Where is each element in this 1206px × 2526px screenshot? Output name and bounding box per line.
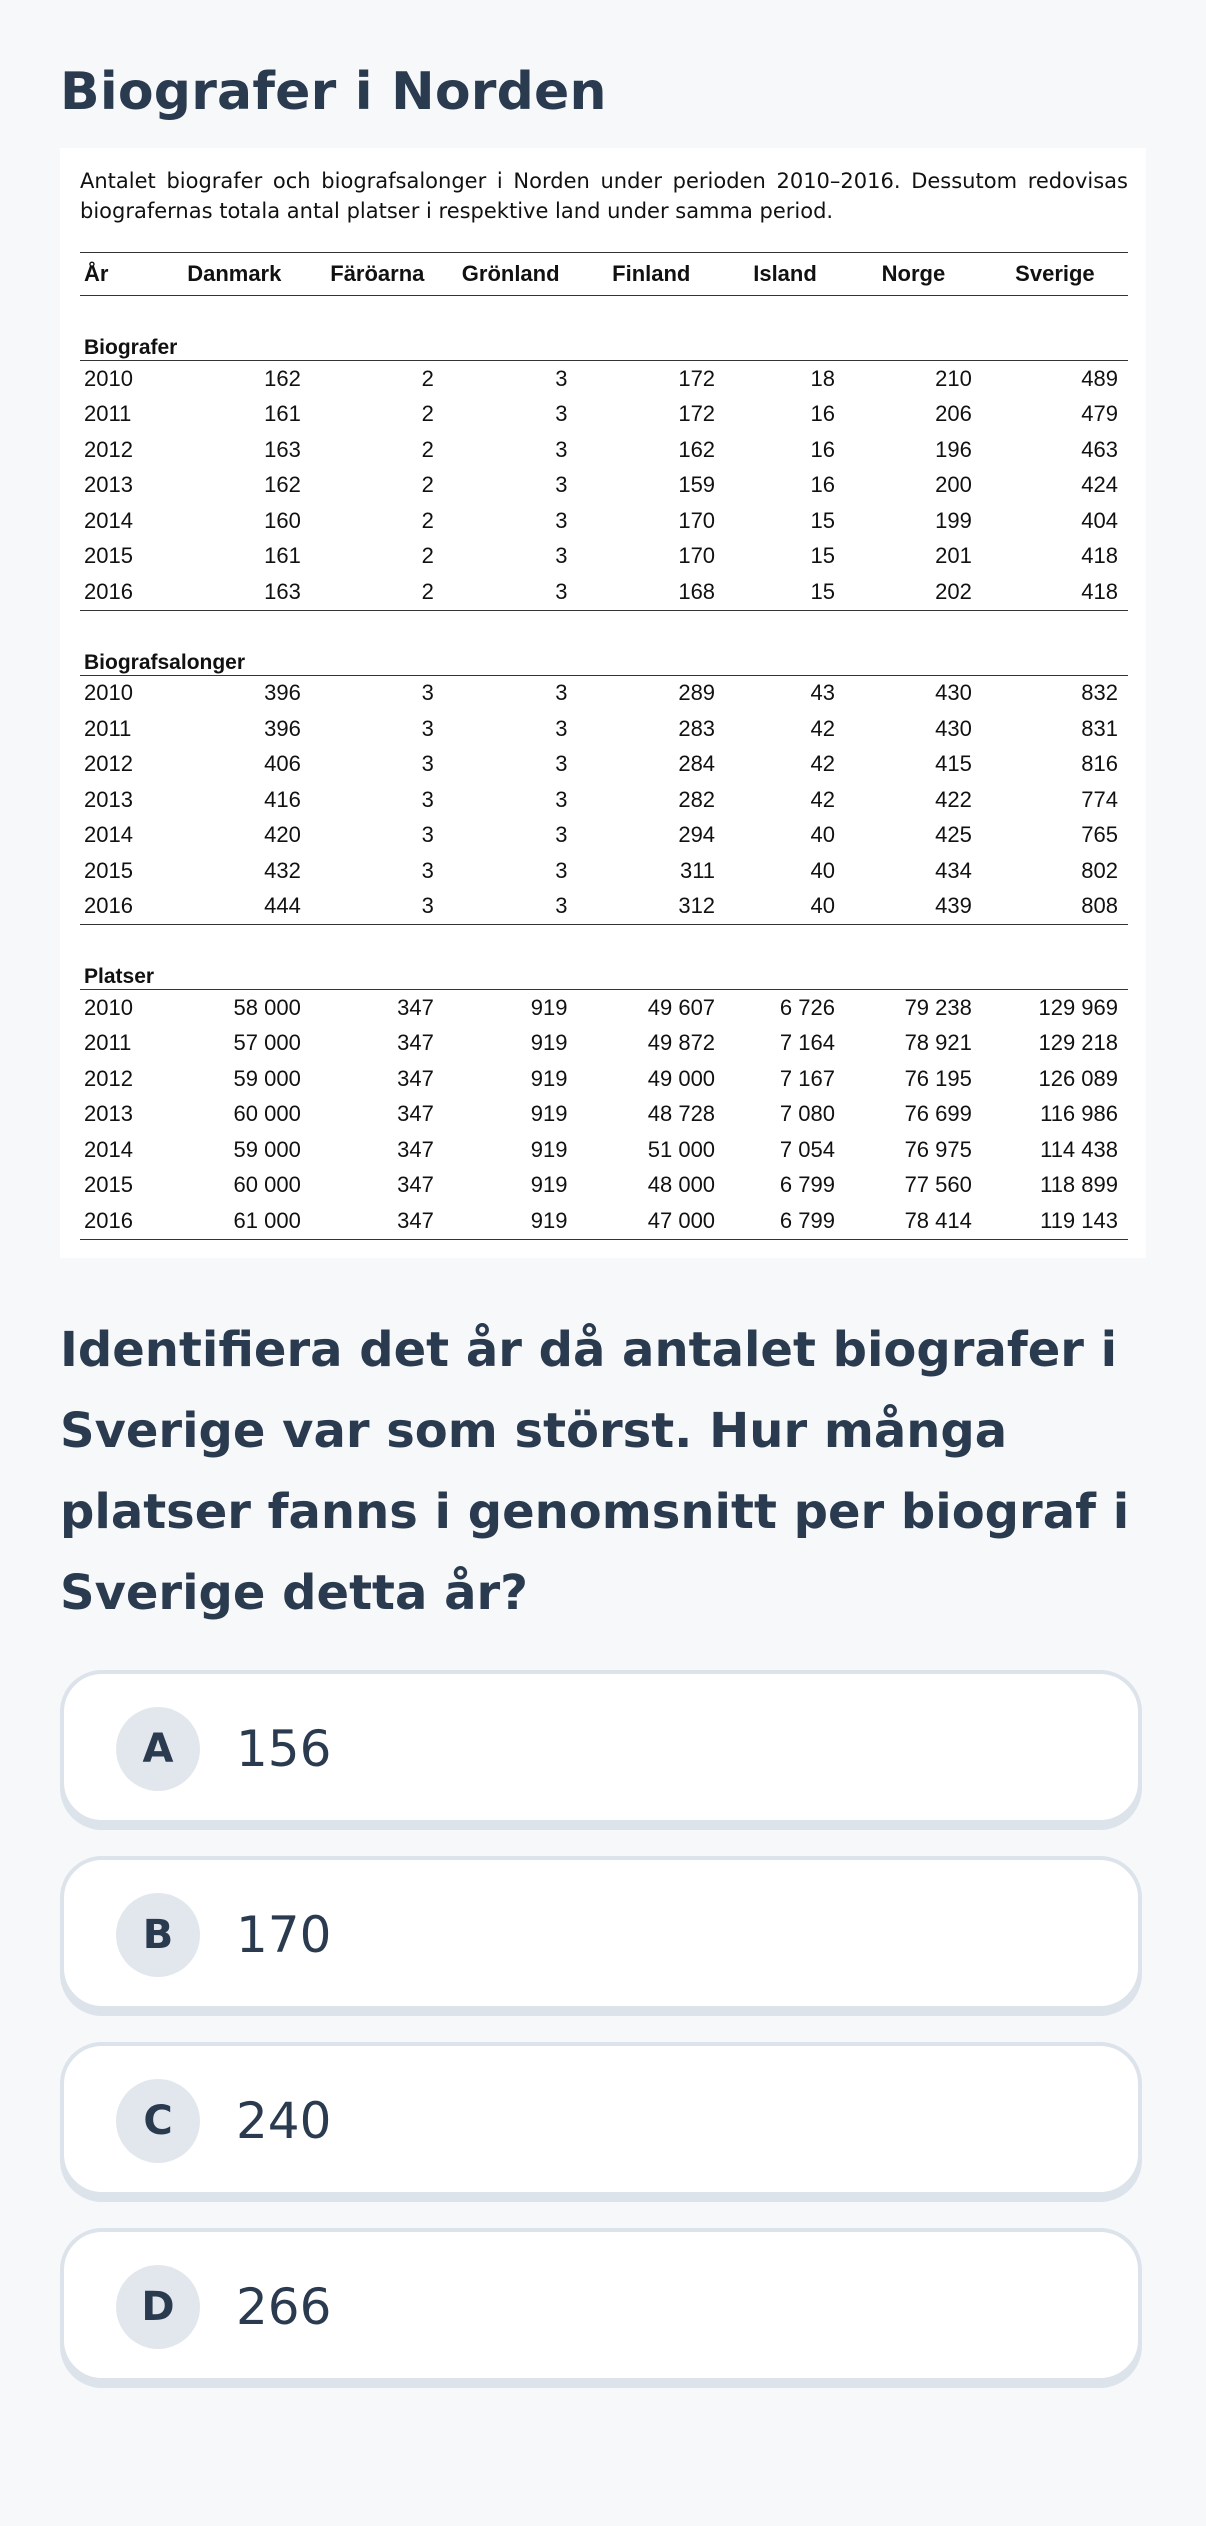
year-cell: 2014	[84, 1136, 133, 1162]
value-cell: 444	[168, 889, 311, 925]
year-cell: 2015	[84, 543, 133, 569]
value-cell: 289	[678, 680, 716, 706]
value-cell: 3	[421, 751, 434, 777]
value-cell: 59 000	[233, 1065, 301, 1091]
value-cell: 129 969	[1038, 994, 1118, 1020]
value-cell: 765	[1081, 822, 1118, 848]
value-cell: 3	[555, 365, 568, 391]
value-cell: 3	[421, 715, 434, 741]
value-cell: 312	[577, 889, 725, 925]
table-row	[80, 1168, 1128, 1204]
value-cell: 422	[935, 786, 972, 812]
value-cell: 430	[935, 680, 972, 706]
value-cell: 78 921	[904, 1030, 972, 1056]
value-cell: 347	[397, 1172, 434, 1198]
value-cell: 18	[810, 365, 835, 391]
value-cell: 919	[530, 1030, 568, 1056]
value-cell: 47 000	[577, 1203, 725, 1239]
value-cell: 196	[935, 436, 972, 462]
value-cell: 200	[935, 472, 972, 498]
year-cell: 2016	[80, 1203, 168, 1239]
value-cell: 3	[421, 786, 434, 812]
value-cell: 919	[530, 1136, 568, 1162]
value-cell: 114 438	[1040, 1136, 1118, 1162]
value-cell: 61 000	[168, 1203, 311, 1239]
value-cell: 282	[678, 786, 716, 812]
value-cell: 919	[530, 1065, 568, 1091]
value-cell: 42	[810, 786, 835, 812]
year-cell: 2015	[84, 857, 133, 883]
value-cell: 76 699	[904, 1101, 972, 1127]
column-header: År	[80, 253, 168, 296]
value-cell: 2	[421, 436, 434, 462]
value-cell: 6 799	[725, 1203, 845, 1239]
value-cell: 15	[810, 507, 835, 533]
value-cell: 489	[1081, 365, 1118, 391]
value-cell: 479	[1081, 401, 1118, 427]
value-cell: 3	[555, 822, 568, 848]
year-cell: 2016	[80, 574, 168, 610]
table-row	[80, 1203, 1128, 1239]
value-cell: 60 000	[233, 1172, 301, 1198]
value-cell: 2	[421, 365, 434, 391]
table-row	[80, 711, 1128, 747]
column-header: Island	[725, 253, 845, 296]
value-cell: 430	[935, 715, 972, 741]
value-cell: 3	[555, 857, 568, 883]
section-header-row	[80, 324, 1128, 361]
value-cell: 3	[555, 751, 568, 777]
table-row	[80, 432, 1128, 468]
data-table	[80, 252, 1128, 1240]
value-cell: 3	[555, 507, 568, 533]
value-cell: 463	[1081, 436, 1118, 462]
value-cell: 79 238	[904, 994, 972, 1020]
value-cell: 76 195	[904, 1065, 972, 1091]
value-cell: 2	[421, 543, 434, 569]
year-cell: 2013	[84, 786, 133, 812]
year-cell: 2011	[84, 715, 132, 741]
value-cell: 49 607	[647, 994, 716, 1020]
value-cell: 78 414	[845, 1203, 982, 1239]
section-spacer	[80, 296, 1128, 325]
value-cell: 283	[678, 715, 716, 741]
value-cell: 16	[810, 436, 835, 462]
value-cell: 160	[264, 507, 301, 533]
table-row	[80, 889, 1128, 925]
value-cell: 129 218	[1038, 1030, 1118, 1056]
option-letter: A	[116, 1707, 200, 1791]
value-cell: 774	[1081, 786, 1118, 812]
value-cell: 432	[264, 857, 301, 883]
option-letter: C	[116, 2079, 200, 2163]
value-cell: 347	[397, 1136, 434, 1162]
section-header-row	[80, 953, 1128, 990]
year-cell: 2010	[84, 365, 133, 391]
value-cell: 58 000	[233, 994, 301, 1020]
value-cell: 3	[555, 472, 568, 498]
value-cell: 831	[1081, 715, 1118, 741]
value-cell: 425	[935, 822, 972, 848]
value-cell: 168	[577, 574, 725, 610]
table-row	[80, 1026, 1128, 1062]
value-cell: 311	[679, 857, 716, 883]
value-cell: 48 728	[647, 1101, 716, 1127]
column-header: Danmark	[168, 253, 311, 296]
year-cell: 2010	[84, 680, 133, 706]
value-cell: 162	[264, 365, 301, 391]
table-row	[80, 503, 1128, 539]
table-row	[80, 1061, 1128, 1097]
option-letter: D	[116, 2265, 200, 2349]
value-cell: 159	[678, 472, 716, 498]
value-cell: 347	[311, 1203, 444, 1239]
value-cell: 416	[264, 786, 301, 812]
value-cell: 284	[678, 751, 716, 777]
value-cell: 420	[264, 822, 301, 848]
value-cell: 347	[397, 1030, 434, 1056]
value-cell: 3	[555, 786, 568, 812]
year-cell: 2011	[84, 401, 132, 427]
value-cell: 49 872	[647, 1030, 716, 1056]
value-cell: 161	[264, 401, 301, 427]
year-cell: 2014	[84, 822, 133, 848]
value-cell: 3	[311, 889, 444, 925]
value-cell: 919	[530, 1101, 568, 1127]
year-cell: 2012	[84, 751, 133, 777]
section-label: Biografer	[80, 324, 1128, 361]
value-cell: 415	[935, 751, 972, 777]
year-cell: 2011	[84, 1030, 132, 1056]
table-row	[80, 397, 1128, 433]
table-row	[80, 1097, 1128, 1133]
option-b[interactable]	[60, 1856, 1142, 2010]
value-cell: 40	[725, 889, 845, 925]
option-c[interactable]	[60, 2042, 1142, 2196]
value-cell: 201	[935, 543, 972, 569]
value-cell: 202	[845, 574, 982, 610]
value-cell: 404	[1081, 507, 1118, 533]
value-cell: 3	[421, 822, 434, 848]
value-cell: 808	[982, 889, 1128, 925]
year-cell: 2015	[84, 1172, 133, 1198]
value-cell: 15	[810, 543, 835, 569]
year-cell: 2014	[84, 507, 133, 533]
column-header: Sverige	[982, 253, 1128, 296]
value-cell: 919	[444, 1203, 578, 1239]
value-cell: 42	[810, 751, 835, 777]
value-cell: 816	[1081, 751, 1118, 777]
value-cell: 59 000	[233, 1136, 301, 1162]
section-label: Platser	[80, 953, 1128, 990]
value-cell: 48 000	[647, 1172, 716, 1198]
table-row	[80, 361, 1128, 397]
option-text: 156	[236, 1720, 332, 1778]
year-cell: 2010	[84, 994, 133, 1020]
table-row	[80, 747, 1128, 783]
value-cell: 170	[678, 507, 716, 533]
value-cell: 170	[678, 543, 716, 569]
value-cell: 3	[421, 857, 434, 883]
table-row	[80, 574, 1128, 610]
option-text: 170	[236, 1906, 332, 1964]
value-cell: 7 167	[779, 1065, 835, 1091]
value-cell: 118 899	[1040, 1172, 1118, 1198]
value-cell: 434	[935, 857, 972, 883]
option-text: 240	[236, 2092, 332, 2150]
value-cell: 16	[810, 401, 835, 427]
value-cell: 3	[555, 715, 568, 741]
value-cell: 6 799	[779, 1172, 835, 1198]
value-cell: 3	[421, 680, 434, 706]
value-cell: 119 143	[982, 1203, 1128, 1239]
year-cell: 2013	[84, 1101, 133, 1127]
option-a[interactable]	[60, 1670, 1142, 1824]
value-cell: 347	[397, 1065, 434, 1091]
value-cell: 57 000	[233, 1030, 301, 1056]
value-cell: 406	[264, 751, 301, 777]
value-cell: 16	[810, 472, 835, 498]
value-cell: 77 560	[904, 1172, 972, 1198]
value-cell: 40	[810, 857, 835, 883]
value-cell: 832	[1081, 680, 1118, 706]
value-cell: 199	[935, 507, 972, 533]
value-cell: 3	[444, 889, 578, 925]
page-title: Biografer i Norden	[60, 62, 607, 122]
value-cell: 294	[678, 822, 716, 848]
value-cell: 210	[935, 365, 972, 391]
value-cell: 6 726	[779, 994, 835, 1020]
table-header-row	[80, 253, 1128, 296]
value-cell: 42	[810, 715, 835, 741]
value-cell: 418	[1081, 543, 1118, 569]
value-cell: 60 000	[233, 1101, 301, 1127]
value-cell: 2	[311, 574, 444, 610]
table-row	[80, 853, 1128, 889]
value-cell: 76 975	[904, 1136, 972, 1162]
table-row	[80, 782, 1128, 818]
value-cell: 2	[421, 472, 434, 498]
value-cell: 7 164	[779, 1030, 835, 1056]
option-letter: B	[116, 1893, 200, 1977]
section-spacer	[80, 610, 1128, 639]
value-cell: 163	[264, 436, 301, 462]
value-cell: 2	[421, 507, 434, 533]
value-cell: 161	[264, 543, 301, 569]
value-cell: 206	[935, 401, 972, 427]
year-cell: 2012	[84, 436, 133, 462]
option-d[interactable]	[60, 2228, 1142, 2382]
value-cell: 396	[264, 680, 301, 706]
value-cell: 49 000	[647, 1065, 716, 1091]
table-row	[80, 539, 1128, 575]
section-header-row	[80, 639, 1128, 676]
value-cell: 2	[421, 401, 434, 427]
value-cell: 7 080	[779, 1101, 835, 1127]
table-row	[80, 675, 1128, 711]
value-cell: 162	[678, 436, 716, 462]
value-cell: 3	[555, 436, 568, 462]
column-header: Grönland	[444, 253, 578, 296]
value-cell: 3	[555, 680, 568, 706]
value-cell: 3	[555, 543, 568, 569]
value-cell: 163	[168, 574, 311, 610]
value-cell: 439	[845, 889, 982, 925]
value-cell: 40	[810, 822, 835, 848]
table-row	[80, 990, 1128, 1026]
value-cell: 126 089	[1038, 1065, 1118, 1091]
table-caption: Antalet biografer och biografsalonger i Norden under perioden 2010–2016. Dessutom redovisas biografernas totala antal platser i respektive land under samma period.	[80, 169, 1128, 223]
value-cell: 15	[725, 574, 845, 610]
value-cell: 7 054	[779, 1136, 835, 1162]
value-cell: 919	[530, 994, 568, 1020]
column-header: Finland	[577, 253, 725, 296]
year-cell: 2012	[84, 1065, 133, 1091]
section-label: Biografsalonger	[80, 639, 1128, 676]
value-cell: 919	[530, 1172, 568, 1198]
value-cell: 396	[264, 715, 301, 741]
value-cell: 172	[678, 365, 716, 391]
question-text: Identifiera det år då antalet biografer i Sverige var som störst. Hur många platser fanns i genomsnitt per biograf i Sverige detta år?	[60, 1322, 1130, 1621]
column-header: Färöarna	[311, 253, 444, 296]
value-cell: 116 986	[1040, 1101, 1118, 1127]
value-cell: 162	[264, 472, 301, 498]
value-cell: 418	[982, 574, 1128, 610]
value-cell: 172	[678, 401, 716, 427]
table-row	[80, 1132, 1128, 1168]
column-header: Norge	[845, 253, 982, 296]
section-spacer	[80, 925, 1128, 954]
value-cell: 347	[397, 1101, 434, 1127]
value-cell: 802	[1081, 857, 1118, 883]
value-cell: 51 000	[647, 1136, 716, 1162]
year-cell: 2013	[84, 472, 133, 498]
table-image	[60, 148, 1146, 1258]
table-row	[80, 818, 1128, 854]
value-cell: 3	[555, 401, 568, 427]
option-text: 266	[236, 2278, 332, 2336]
value-cell: 3	[444, 574, 578, 610]
value-cell: 43	[810, 680, 835, 706]
value-cell: 424	[1081, 472, 1118, 498]
table-row	[80, 468, 1128, 504]
year-cell: 2016	[80, 889, 168, 925]
value-cell: 347	[397, 994, 434, 1020]
